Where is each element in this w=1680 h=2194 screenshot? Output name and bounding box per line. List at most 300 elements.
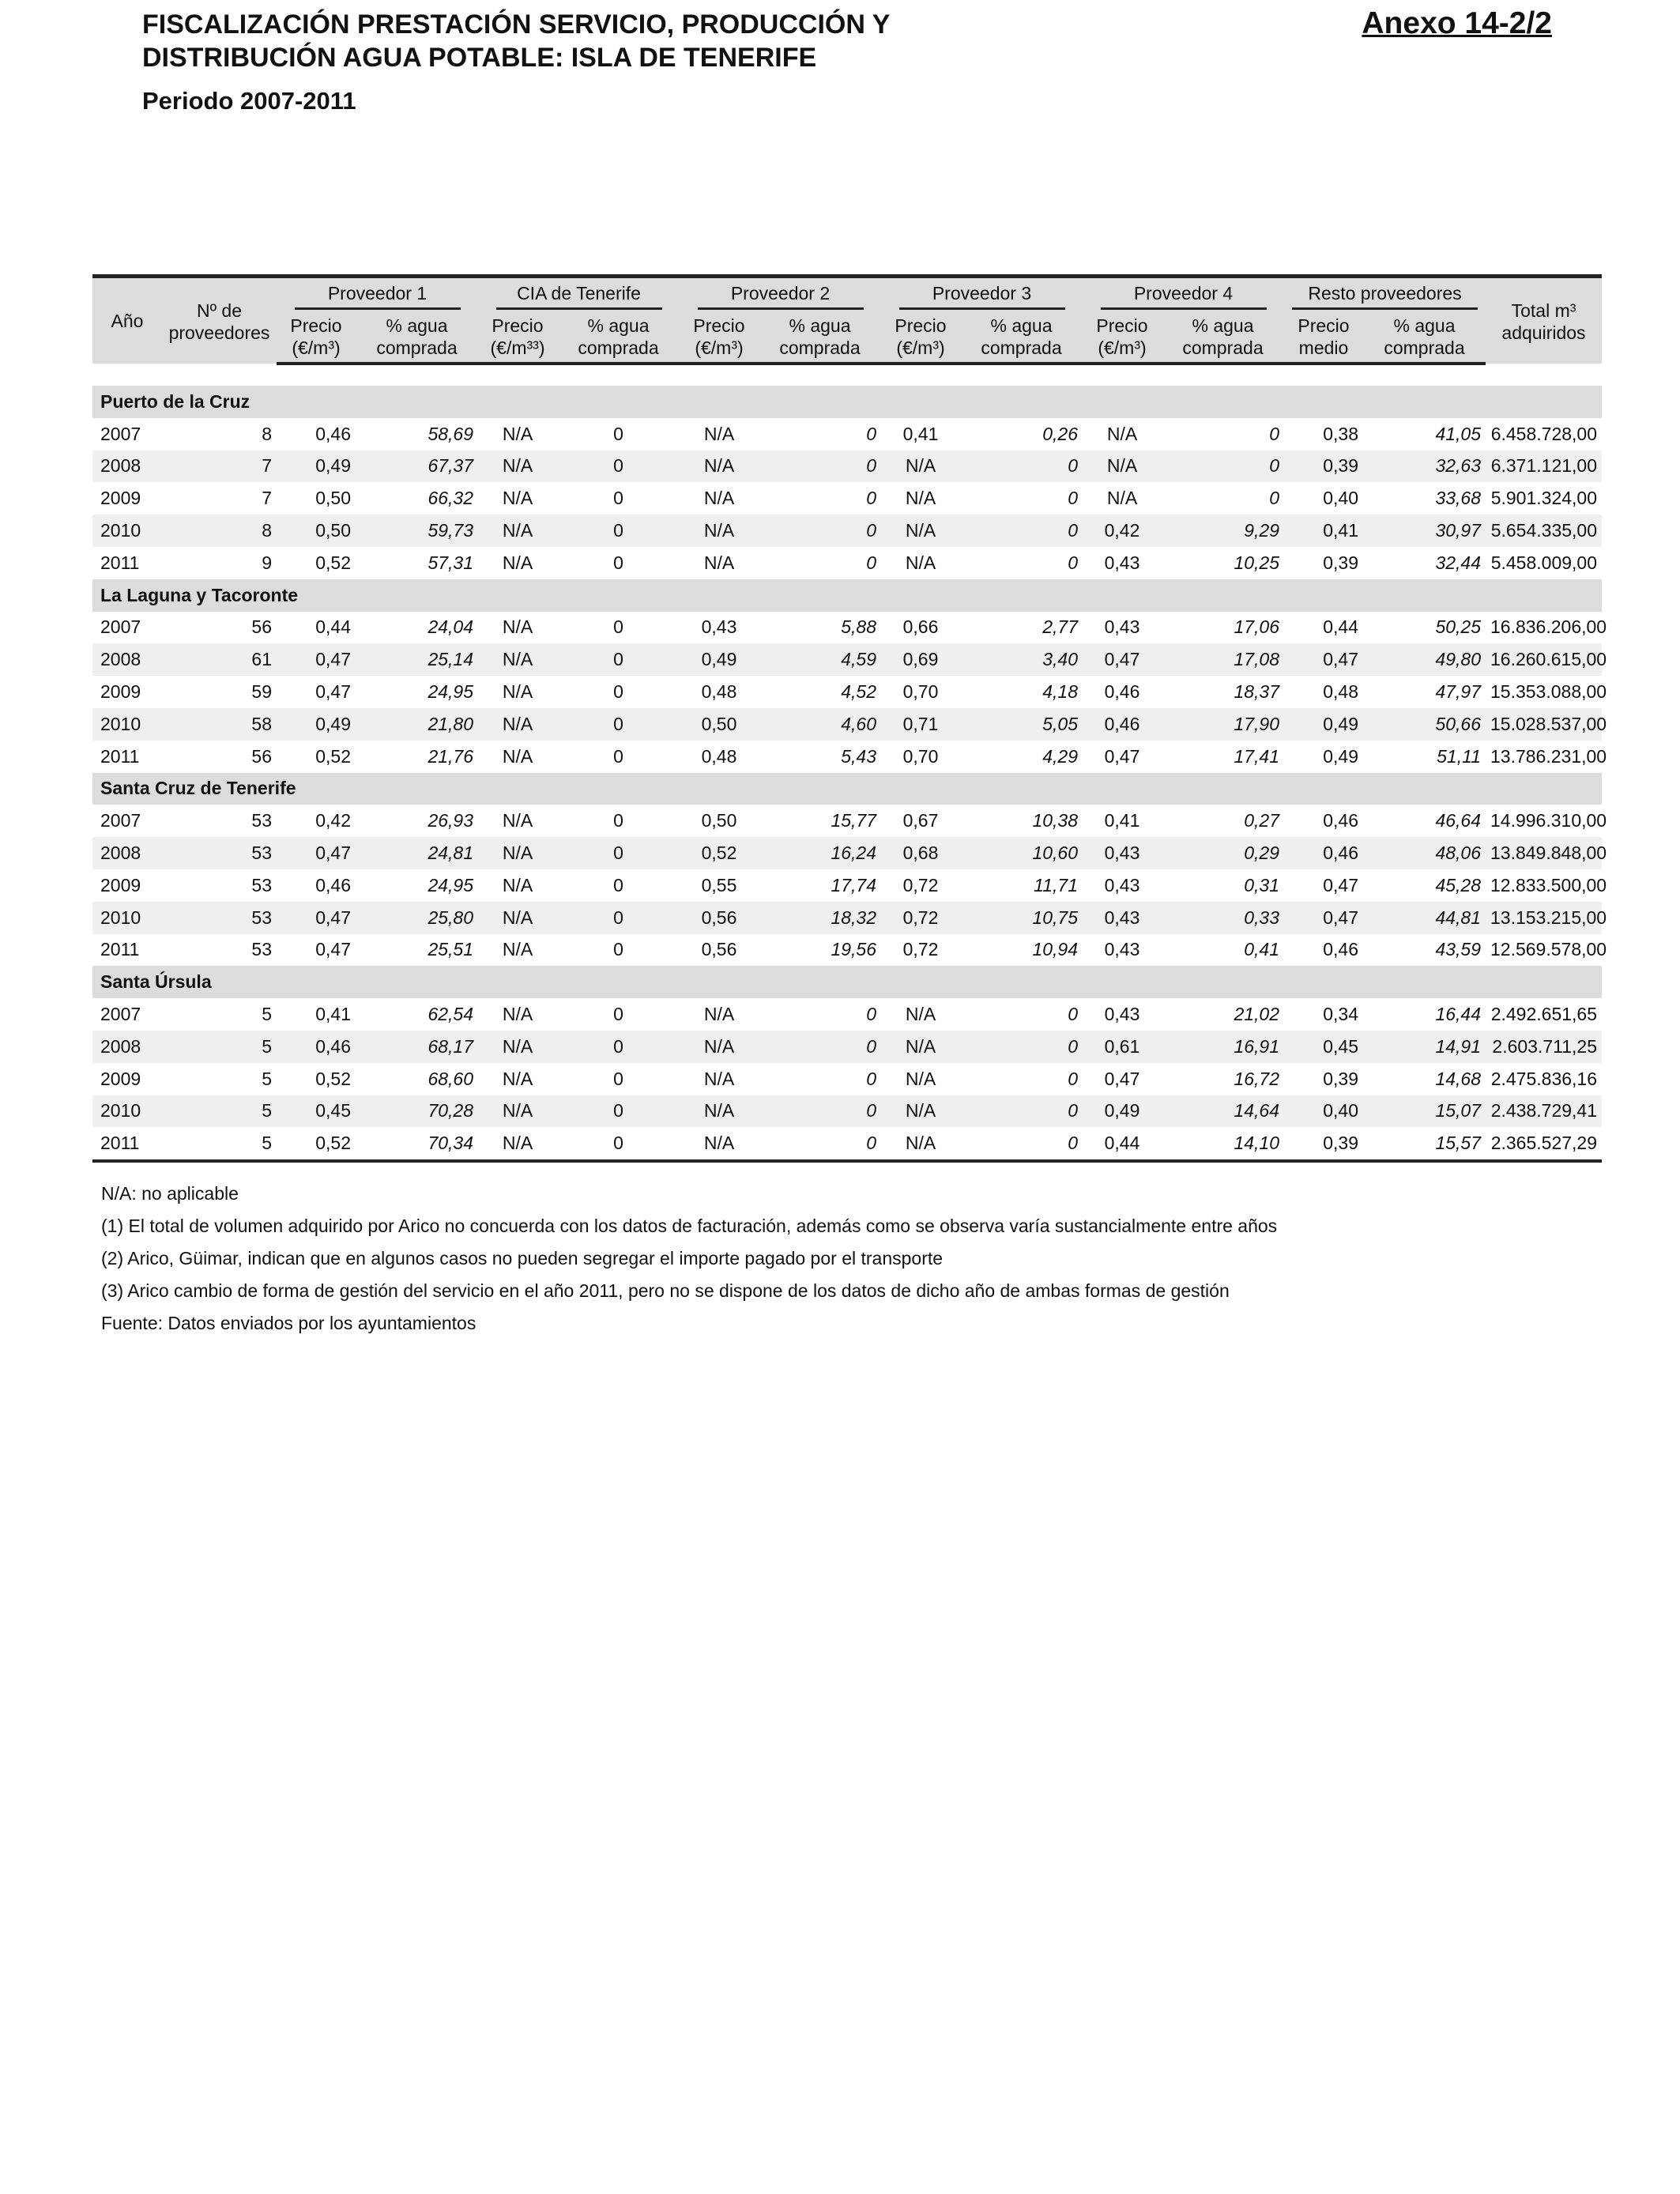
table-cell: N/A	[1106, 488, 1138, 509]
table-cell: 0,43	[1083, 837, 1162, 869]
table-cell: N/A	[502, 939, 533, 960]
table-cell: 0,46	[1104, 681, 1140, 703]
table-cell: 17,90	[1162, 708, 1284, 741]
table-cell: 0	[1162, 450, 1284, 483]
table-cell: 0	[613, 939, 623, 960]
table-cell: N/A	[680, 450, 759, 483]
table-cell: 0	[613, 423, 623, 444]
section-row	[92, 773, 1602, 805]
table-cell: 13.786.231,00	[1490, 745, 1607, 767]
table-row	[92, 643, 1602, 676]
table-cell: 12.833.500,00	[1490, 874, 1607, 895]
annex-label: Anexo 14-2/2	[1362, 6, 1552, 40]
table-cell: 3,40	[960, 643, 1083, 676]
table-cell: 0	[557, 708, 680, 741]
header-group-4: Proveedor 3	[881, 277, 1083, 311]
table-cell: 2009	[100, 681, 141, 703]
table-cell: 25,14	[356, 643, 478, 676]
table-row	[92, 450, 1602, 483]
header-group-6: Resto proveedores	[1284, 277, 1486, 311]
table-cell: 32,63	[1363, 450, 1486, 483]
table-cell: 0,50	[701, 810, 737, 831]
table-cell: 0,50	[680, 708, 759, 741]
table-cell: N/A	[881, 515, 960, 547]
table-cell: 0,41	[1104, 810, 1140, 831]
header-group-3: Proveedor 2	[680, 277, 881, 311]
table-cell: 0	[557, 450, 680, 483]
table-cell: 50,25	[1435, 616, 1481, 638]
table-body	[92, 364, 1607, 1161]
table-cell: 0	[759, 1127, 881, 1161]
table-cell: 10,94	[1032, 939, 1078, 960]
table-cell: 0,43	[1104, 552, 1140, 573]
table-cell: 0,42	[1083, 515, 1162, 547]
table-cell: N/A	[905, 1068, 936, 1089]
footnote-line: (3) Arico cambio de forma de gestión del servicio en el año 2011, pero no se dispone de los datos de dicho año de ambas formas de gestión	[101, 1280, 1230, 1301]
table-cell: 0,52	[680, 837, 759, 869]
table-cell: 24,04	[428, 616, 473, 638]
table-cell: 67,37	[356, 450, 478, 483]
section-row	[92, 966, 1602, 998]
table-cell: 0,39	[1284, 1127, 1363, 1161]
table-cell: 51,11	[1437, 745, 1481, 767]
header-pct: % agua comprada	[1162, 310, 1284, 364]
document-period: Periodo 2007-2011	[142, 87, 356, 115]
table-cell: 57,31	[428, 552, 473, 573]
table-cell: 0,70	[902, 681, 939, 703]
table-cell: N/A	[478, 902, 557, 934]
table-cell: 2008	[92, 837, 162, 869]
table-cell: 14,91	[1363, 1031, 1486, 1063]
table-cell: 0	[557, 902, 680, 934]
header-price: Precio (€/m³³)	[478, 310, 557, 364]
table-row	[92, 515, 1602, 547]
table-cell: 2010	[92, 902, 162, 934]
header-group-1: Proveedor 1	[277, 277, 478, 311]
table-cell: N/A	[881, 1127, 960, 1161]
section-row	[92, 386, 1602, 418]
table-cell: 5	[262, 1004, 272, 1025]
table-cell: 5.458.009,00	[1490, 552, 1597, 573]
table-row	[92, 1095, 1602, 1128]
table-cell: N/A	[502, 874, 533, 895]
table-row	[92, 482, 1602, 515]
table-cell: 11,71	[1034, 874, 1078, 895]
table-cell: 0	[759, 450, 881, 483]
table-cell: 56	[251, 616, 272, 638]
table-cell: 5	[162, 1095, 277, 1128]
table-cell: 9	[262, 552, 272, 573]
table-cell: 2009	[100, 488, 141, 509]
table-cell: 0,31	[1244, 874, 1279, 895]
table-cell: 21,76	[428, 745, 473, 767]
table-cell: 58,69	[428, 423, 473, 444]
table-cell: 0,47	[1083, 643, 1162, 676]
table-cell: 0	[613, 488, 623, 509]
table-cell: 17,74	[831, 874, 876, 895]
table-cell: 5,05	[960, 708, 1083, 741]
table-cell: 0	[613, 552, 623, 573]
table-cell: 0	[613, 745, 623, 767]
table-cell: 0,43	[1104, 939, 1140, 960]
table-cell: 0,49	[1083, 1095, 1162, 1128]
table-cell: N/A	[680, 1031, 759, 1063]
table-cell: N/A	[502, 810, 533, 831]
table-row	[92, 869, 1602, 902]
table-cell: 56	[251, 745, 272, 767]
table-cell: 5,88	[841, 616, 876, 638]
table-cell: 24,95	[428, 681, 473, 703]
table-cell: 0,43	[1083, 902, 1162, 934]
table-cell: N/A	[703, 552, 735, 573]
table-cell: 2008	[92, 450, 162, 483]
table-cell: 6.458.728,00	[1490, 423, 1597, 444]
table-cell: N/A	[478, 708, 557, 741]
table-cell: 0,61	[1083, 1031, 1162, 1063]
table-cell: 0,45	[1284, 1031, 1363, 1063]
table-cell: 13.153.215,00	[1486, 902, 1602, 934]
table-cell: N/A	[1083, 450, 1162, 483]
table-cell: 2010	[92, 708, 162, 741]
table-cell: 10,60	[960, 837, 1083, 869]
table-cell: 33,68	[1435, 488, 1481, 509]
table-cell: N/A	[703, 1004, 735, 1025]
table-cell: 8	[162, 515, 277, 547]
table-cell: 43,59	[1435, 939, 1481, 960]
table-cell: 0,68	[881, 837, 960, 869]
table-cell: 0	[759, 1095, 881, 1128]
table-cell: N/A	[502, 488, 533, 509]
table-cell: 2007	[100, 423, 141, 444]
table-row	[92, 1063, 1602, 1095]
table-cell: 15.353.088,00	[1490, 681, 1607, 703]
table-cell: 10,25	[1234, 552, 1279, 573]
table-cell: N/A	[502, 1068, 533, 1089]
section-title: Santa Cruz de Tenerife	[92, 773, 1602, 805]
table-cell: 2010	[92, 1095, 162, 1128]
table-cell: 4,29	[1042, 745, 1078, 767]
table-cell: 14.996.310,00	[1490, 810, 1607, 831]
table-cell: 0,56	[680, 902, 759, 934]
table-cell: 9,29	[1162, 515, 1284, 547]
data-table-container	[92, 274, 1607, 1163]
table-cell: 0,47	[315, 939, 351, 960]
table-cell: 0,46	[1323, 810, 1358, 831]
table-cell: 2.438.729,41	[1486, 1095, 1602, 1128]
table-cell: 53	[251, 874, 272, 895]
table-row	[92, 612, 1602, 644]
table-cell: 0	[960, 515, 1083, 547]
table-cell: 0,47	[277, 837, 356, 869]
table-cell: 0	[557, 1095, 680, 1128]
table-row	[92, 837, 1602, 869]
section-row	[92, 579, 1602, 612]
table-cell: 0,46	[277, 1031, 356, 1063]
table-cell: 4,60	[759, 708, 881, 741]
table-cell: 49,80	[1363, 643, 1486, 676]
table-cell: 59,73	[356, 515, 478, 547]
spacer-row	[92, 364, 1602, 386]
table-cell: 18,32	[759, 902, 881, 934]
table-cell: 0,49	[277, 708, 356, 741]
table-cell: N/A	[478, 515, 557, 547]
table-cell: 0,43	[1104, 1004, 1140, 1025]
table-cell: 0,49	[1323, 745, 1358, 767]
table-cell: N/A	[478, 1127, 557, 1161]
table-cell: N/A	[478, 1031, 557, 1063]
table-cell: 0,41	[315, 1004, 351, 1025]
header-group-2: CIA de Tenerife	[478, 277, 680, 311]
table-cell: 0	[866, 488, 876, 509]
table-cell: 0,48	[701, 681, 737, 703]
table-cell: 0,55	[701, 874, 737, 895]
table-cell: N/A	[881, 450, 960, 483]
table-cell: 0,44	[1323, 616, 1358, 638]
table-cell: 0,42	[315, 810, 351, 831]
table-cell: 0,67	[902, 810, 939, 831]
table-cell: 0,48	[1323, 681, 1358, 703]
table-cell: 0	[613, 1068, 623, 1089]
table-cell: 0,41	[902, 423, 939, 444]
table-cell: 53	[162, 837, 277, 869]
table-cell: 2011	[92, 1127, 162, 1161]
table-row	[92, 1127, 1602, 1161]
table-row	[92, 418, 1602, 450]
table-cell: 2007	[100, 616, 141, 638]
table-cell: 0,48	[701, 745, 737, 767]
table-cell: N/A	[1106, 423, 1138, 444]
table-cell: 0,69	[881, 643, 960, 676]
table-cell: 17,06	[1234, 616, 1279, 638]
table-cell: 2008	[92, 1031, 162, 1063]
table-cell: 0	[1068, 488, 1078, 509]
table-cell: 0,40	[1323, 488, 1358, 509]
table-cell: 10,38	[1032, 810, 1078, 831]
table-cell: 16,91	[1162, 1031, 1284, 1063]
table-cell: 48,06	[1363, 837, 1486, 869]
table-cell: 53	[162, 902, 277, 934]
table-cell: 0,47	[1104, 1068, 1140, 1089]
table-cell: 0,46	[1083, 708, 1162, 741]
table-cell: N/A	[703, 423, 735, 444]
table-cell: 70,28	[356, 1095, 478, 1128]
table-cell: 0,49	[1284, 708, 1363, 741]
table-cell: 59	[251, 681, 272, 703]
table-cell: 2007	[100, 810, 141, 831]
table-cell: 41,05	[1435, 423, 1481, 444]
table-cell: 0	[866, 1068, 876, 1089]
table-cell: 12.569.578,00	[1490, 939, 1607, 960]
table-cell: 0,70	[902, 745, 939, 767]
table-cell: 0,72	[881, 902, 960, 934]
footnote-line: Fuente: Datos enviados por los ayuntamientos	[101, 1313, 477, 1333]
table-cell: 17,08	[1162, 643, 1284, 676]
table-cell: 53	[251, 939, 272, 960]
table-cell: 46,64	[1435, 810, 1481, 831]
table-cell: 47,97	[1435, 681, 1481, 703]
table-cell: 2007	[100, 1004, 141, 1025]
table-cell: 0,49	[277, 450, 356, 483]
table-row	[92, 902, 1602, 934]
table-cell: N/A	[881, 1095, 960, 1128]
table-cell: 0	[759, 1031, 881, 1063]
table-cell: 16.260.615,00	[1486, 643, 1602, 676]
table-row	[92, 547, 1602, 579]
table-cell: 5.901.324,00	[1490, 488, 1597, 509]
table-row	[92, 741, 1602, 773]
table-cell: 53	[251, 810, 272, 831]
section-title: Santa Úrsula	[92, 966, 1602, 998]
table-cell: 0,44	[315, 616, 351, 638]
table-cell: 0,66	[902, 616, 939, 638]
table-cell: N/A	[502, 616, 533, 638]
table-cell: 0	[866, 1004, 876, 1025]
table-cell: 10,75	[960, 902, 1083, 934]
header-pct: % agua comprada	[356, 310, 478, 364]
table-cell: 0	[613, 810, 623, 831]
table-cell: 0,33	[1162, 902, 1284, 934]
table-cell: 0,39	[1323, 1068, 1358, 1089]
footnote-line: N/A: no aplicable	[101, 1183, 239, 1204]
table-cell: 70,34	[356, 1127, 478, 1161]
table-cell: 16,72	[1234, 1068, 1279, 1089]
table-cell: N/A	[703, 488, 735, 509]
table-cell: 0	[759, 515, 881, 547]
header-price: Precio (€/m³)	[277, 310, 356, 364]
header-price: Precio (€/m³)	[881, 310, 960, 364]
table-cell: 30,97	[1363, 515, 1486, 547]
header-pct: % agua comprada	[759, 310, 881, 364]
table-cell: 0	[960, 1127, 1083, 1161]
table-row	[92, 676, 1602, 708]
table-cell: N/A	[502, 423, 533, 444]
header-group-5: Proveedor 4	[1083, 277, 1284, 311]
table-cell: 0	[1068, 552, 1078, 573]
table-cell: 5,43	[841, 745, 876, 767]
table-cell: 5.654.335,00	[1486, 515, 1602, 547]
table-cell: 0	[557, 1127, 680, 1161]
table-cell: 68,17	[356, 1031, 478, 1063]
table-cell: 2.365.527,29	[1486, 1127, 1602, 1161]
table-cell: 0,71	[881, 708, 960, 741]
table-cell: 0,52	[315, 745, 351, 767]
table-row	[92, 805, 1602, 837]
table-cell: 18,37	[1234, 681, 1279, 703]
header-pct: % agua comprada	[1363, 310, 1486, 364]
table-cell: N/A	[703, 1068, 735, 1089]
table-cell: 2.603.711,25	[1486, 1031, 1602, 1063]
table-cell: 24,95	[428, 874, 473, 895]
table-cell: N/A	[905, 1004, 936, 1025]
table-cell: 0	[960, 450, 1083, 483]
table-cell: 0	[1269, 488, 1279, 509]
footnote-line: (2) Arico, Güimar, indican que en algunos casos no pueden segregar el importe pagado por el transporte	[101, 1248, 944, 1269]
table-cell: 0	[960, 1031, 1083, 1063]
table-cell: 2.475.836,16	[1490, 1068, 1597, 1089]
header-price: Precio medio	[1284, 310, 1363, 364]
table-cell: 0	[866, 552, 876, 573]
section-title: La Laguna y Tacoronte	[92, 579, 1602, 612]
table-cell: 0,34	[1323, 1004, 1358, 1025]
section-title: Puerto de la Cruz	[92, 386, 1602, 418]
table-cell: 0,26	[1042, 423, 1078, 444]
table-cell: N/A	[478, 837, 557, 869]
table-cell: 0,56	[701, 939, 737, 960]
table-cell: 21,80	[356, 708, 478, 741]
table-cell: 0	[613, 681, 623, 703]
table-cell: 66,32	[428, 488, 473, 509]
table-cell: 17,41	[1234, 745, 1279, 767]
table-cell: N/A	[680, 1095, 759, 1128]
table-cell: 24,81	[356, 837, 478, 869]
table-cell: 0,49	[680, 643, 759, 676]
table-cell: 0,44	[1083, 1127, 1162, 1161]
table-cell: 0	[866, 423, 876, 444]
table-cell: 0	[557, 643, 680, 676]
document-header	[142, 8, 1565, 115]
table-cell: 0	[613, 874, 623, 895]
table-cell: 0,38	[1323, 423, 1358, 444]
table-cell: 0,47	[1323, 874, 1358, 895]
table-cell: 32,44	[1435, 552, 1481, 573]
table-cell: 0	[1068, 1004, 1078, 1025]
table-cell: 2011	[100, 552, 140, 573]
table-cell: 2009	[100, 1068, 141, 1089]
table-cell: 58	[162, 708, 277, 741]
table-cell: 8	[262, 423, 272, 444]
header-total: Total m³ adquiridos	[1486, 277, 1602, 364]
table-cell: 0,47	[315, 681, 351, 703]
header-pct: % agua comprada	[960, 310, 1083, 364]
table-cell: N/A	[905, 552, 936, 573]
header-num-providers: Nº de proveedores	[162, 277, 277, 364]
table-cell: 0	[613, 1004, 623, 1025]
table-cell: 0,47	[1284, 902, 1363, 934]
table-cell: 0,46	[1323, 939, 1358, 960]
header-price: Precio (€/m³)	[680, 310, 759, 364]
table-cell: 0,47	[1104, 745, 1140, 767]
table-cell: 0	[613, 616, 623, 638]
table-cell: N/A	[478, 450, 557, 483]
data-table	[92, 274, 1607, 1163]
table-cell: 2.492.651,65	[1490, 1004, 1597, 1025]
table-cell: N/A	[905, 488, 936, 509]
table-cell: 68,60	[428, 1068, 473, 1089]
table-cell: 15.028.537,00	[1486, 708, 1602, 741]
table-cell: 0,52	[315, 552, 351, 573]
table-cell: N/A	[680, 515, 759, 547]
table-cell: 15,77	[831, 810, 876, 831]
table-cell: 14,64	[1162, 1095, 1284, 1128]
table-cell: 0,46	[315, 874, 351, 895]
table-cell: 0,39	[1323, 552, 1358, 573]
table-cell: 19,56	[831, 939, 876, 960]
header-price: Precio (€/m³)	[1083, 310, 1162, 364]
table-cell: 0,72	[902, 939, 939, 960]
table-cell: N/A	[502, 552, 533, 573]
table-cell: 0,52	[277, 1127, 356, 1161]
table-cell: 4,59	[759, 643, 881, 676]
table-cell: 21,02	[1234, 1004, 1279, 1025]
table-cell: 26,93	[428, 810, 473, 831]
table-cell: 0,43	[1104, 616, 1140, 638]
table-cell: 0,40	[1284, 1095, 1363, 1128]
table-cell: 2010	[92, 515, 162, 547]
table-cell: 2009	[100, 874, 141, 895]
table-cell: 5	[162, 1127, 277, 1161]
table-cell: 0,43	[701, 616, 737, 638]
table-cell: 5	[162, 1031, 277, 1063]
